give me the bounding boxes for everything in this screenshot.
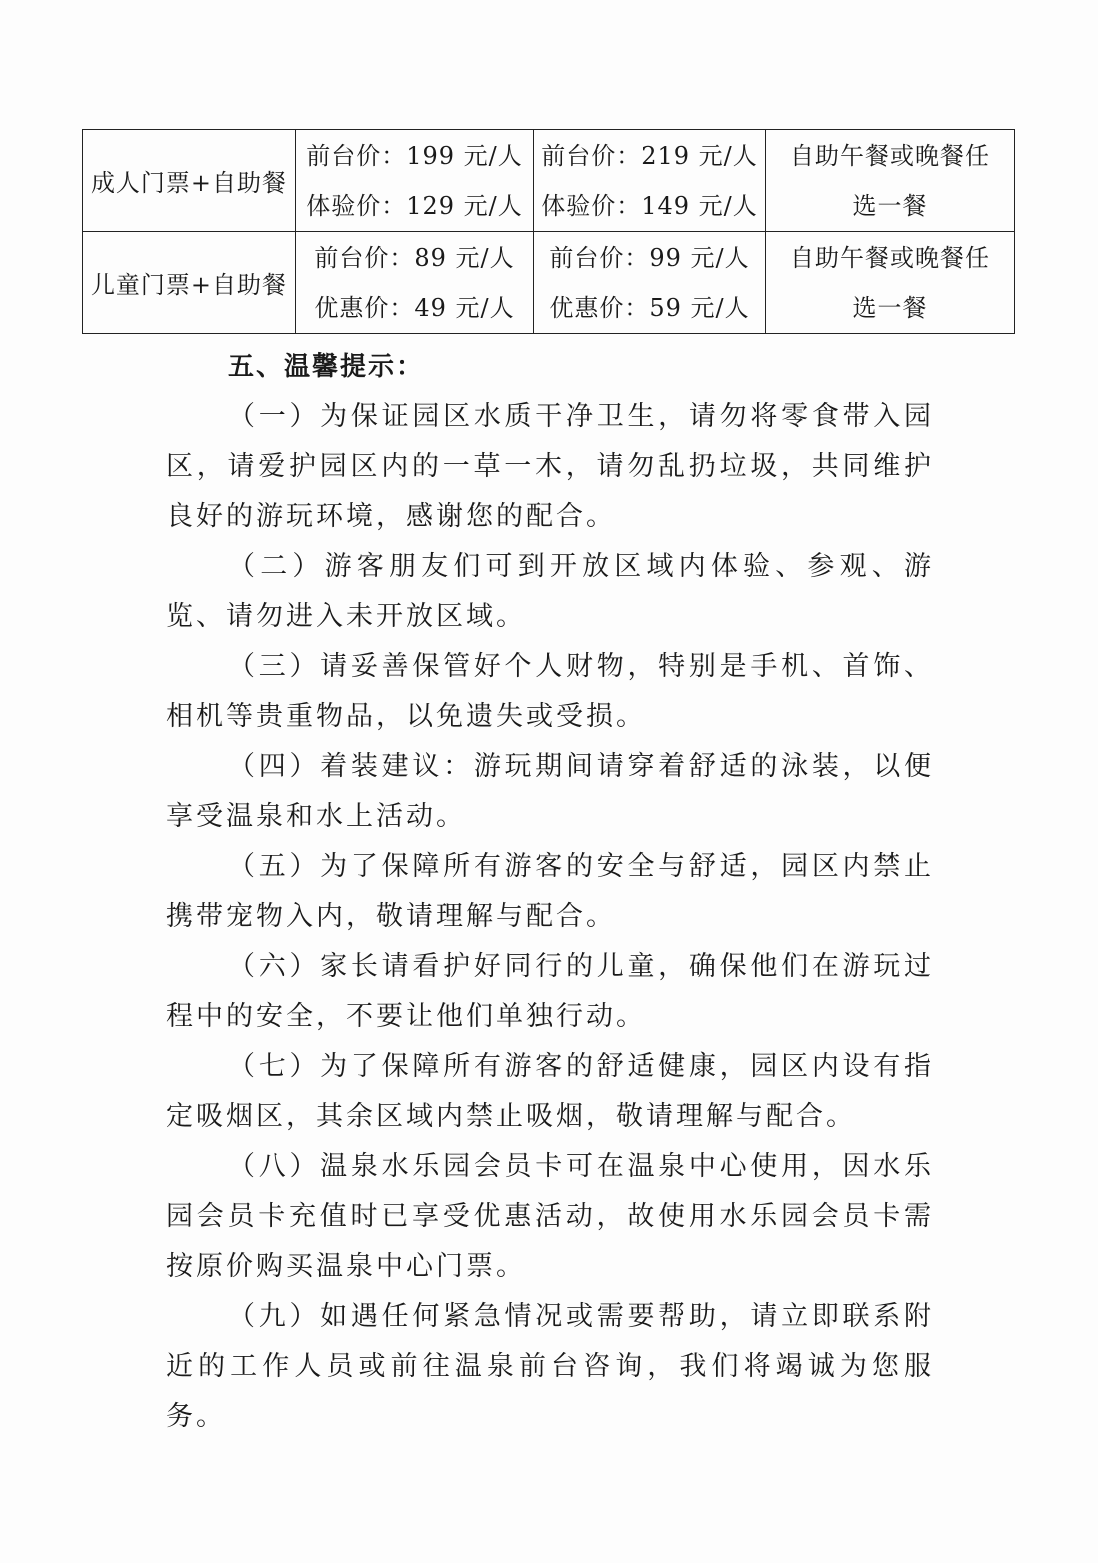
note-line: 自助午餐或晚餐任	[790, 243, 990, 272]
note-line: 选一餐	[852, 191, 928, 220]
table-cell	[534, 130, 766, 232]
tip-paragraph: （八）温泉水乐园会员卡可在温泉中心使用，因水乐园会员卡充值时已享受优惠活动，故使用水乐园会员卡需按原价购买温泉中心门票。	[166, 1151, 934, 1282]
table-cell	[766, 130, 1015, 232]
table-cell	[766, 232, 1015, 334]
table-row	[83, 130, 1015, 232]
tip-paragraph: （六）家长请看护好同行的儿童，确保他们在游玩过程中的安全，不要让他们单独行动。	[166, 951, 934, 1032]
table-cell	[296, 130, 534, 232]
price-line: 体验价：149 元/人	[541, 191, 758, 220]
tip-paragraph: （二）游客朋友们可到开放区域内体验、参观、游览、请勿进入未开放区域。	[166, 551, 934, 632]
tip-paragraph: （四）着装建议：游玩期间请穿着舒适的泳装，以便享受温泉和水上活动。	[166, 751, 934, 832]
row-label: 成人门票+自助餐	[90, 169, 288, 197]
table-cell-label	[83, 130, 296, 232]
tip-paragraph: （九）如遇任何紧急情况或需要帮助，请立即联系附近的工作人员或前往温泉前台咨询，我们将竭诚为您服务。	[166, 1301, 934, 1432]
tips-list	[166, 392, 934, 1442]
note-line: 自助午餐或晚餐任	[790, 141, 990, 170]
tip-paragraph: （三）请妥善保管好个人财物，特别是手机、首饰、相机等贵重物品，以免遗失或受损。	[166, 651, 934, 732]
tip-paragraph: （五）为了保障所有游客的安全与舒适，园区内禁止携带宠物入内，敬请理解与配合。	[166, 851, 934, 932]
price-line: 前台价：89 元/人	[314, 243, 515, 272]
price-line: 前台价：219 元/人	[541, 141, 758, 170]
price-line: 前台价：99 元/人	[549, 243, 750, 272]
row-label: 儿童门票+自助餐	[90, 271, 288, 299]
note-line: 选一餐	[852, 293, 928, 322]
price-line: 优惠价：59 元/人	[549, 293, 750, 322]
table-cell	[534, 232, 766, 334]
ticket-price-table	[82, 129, 1015, 334]
table-cell-label	[83, 232, 296, 334]
table-row	[83, 232, 1015, 334]
price-line: 优惠价：49 元/人	[314, 293, 515, 322]
price-line: 体验价：129 元/人	[306, 191, 523, 220]
tip-paragraph: （七）为了保障所有游客的舒适健康，园区内设有指定吸烟区，其余区域内禁止吸烟，敬请理解与配合。	[166, 1051, 934, 1132]
table-cell	[296, 232, 534, 334]
section-title: 五、温馨提示：	[228, 352, 425, 382]
price-line: 前台价：199 元/人	[306, 141, 523, 170]
tip-paragraph: （一）为保证园区水质干净卫生，请勿将零食带入园区，请爱护园区内的一草一木，请勿乱扔垃圾，共同维护良好的游玩环境，感谢您的配合。	[166, 401, 934, 532]
